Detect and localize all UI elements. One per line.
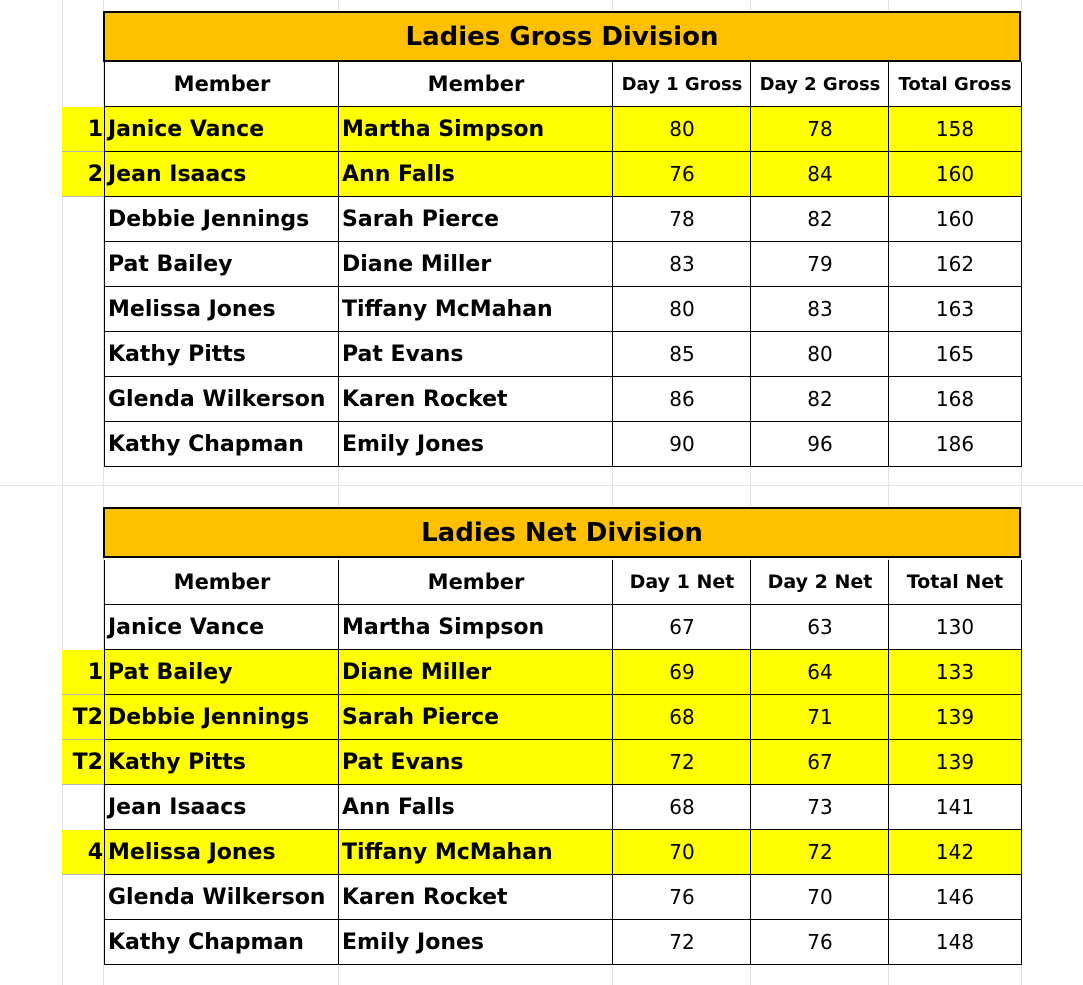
- member2-cell[interactable]: Karen Rocket: [338, 377, 613, 422]
- day2-cell[interactable]: 82: [750, 377, 889, 422]
- total-cell[interactable]: 186: [888, 422, 1022, 467]
- member1-cell[interactable]: Pat Bailey: [104, 650, 339, 695]
- day1-header[interactable]: Day 1 Gross: [612, 62, 751, 107]
- day1-cell[interactable]: 83: [612, 242, 751, 287]
- total-cell[interactable]: 141: [888, 785, 1022, 830]
- day2-header[interactable]: Day 2 Gross: [750, 62, 889, 107]
- member2-cell[interactable]: Martha Simpson: [338, 605, 613, 650]
- day2-cell[interactable]: 96: [750, 422, 889, 467]
- member2-cell[interactable]: Emily Jones: [338, 422, 613, 467]
- day2-cell[interactable]: 82: [750, 197, 889, 242]
- member1-cell[interactable]: Kathy Pitts: [104, 332, 339, 377]
- day2-cell[interactable]: 78: [750, 107, 889, 152]
- member1-cell[interactable]: Debbie Jennings: [104, 197, 339, 242]
- total-cell[interactable]: 158: [888, 107, 1022, 152]
- member2-cell[interactable]: Sarah Pierce: [338, 197, 613, 242]
- day1-cell[interactable]: 86: [612, 377, 751, 422]
- rank-cell[interactable]: [62, 785, 104, 830]
- total-cell[interactable]: 168: [888, 377, 1022, 422]
- total-cell[interactable]: 162: [888, 242, 1022, 287]
- rank-cell[interactable]: [62, 920, 104, 965]
- member1-header[interactable]: Member: [104, 560, 339, 605]
- day1-header[interactable]: Day 1 Net: [612, 560, 751, 605]
- rank-header-cell[interactable]: [62, 560, 104, 605]
- member2-header[interactable]: Member: [338, 560, 613, 605]
- day2-cell[interactable]: 79: [750, 242, 889, 287]
- member1-cell[interactable]: Pat Bailey: [104, 242, 339, 287]
- day1-cell[interactable]: 67: [612, 605, 751, 650]
- member1-cell[interactable]: Jean Isaacs: [104, 785, 339, 830]
- rank-cell[interactable]: T2: [62, 740, 104, 785]
- member2-cell[interactable]: Pat Evans: [338, 740, 613, 785]
- day2-cell[interactable]: 83: [750, 287, 889, 332]
- member2-cell[interactable]: Pat Evans: [338, 332, 613, 377]
- member1-cell[interactable]: Janice Vance: [104, 107, 339, 152]
- member1-cell[interactable]: Melissa Jones: [104, 830, 339, 875]
- member1-cell[interactable]: Glenda Wilkerson: [104, 377, 339, 422]
- day1-cell[interactable]: 78: [612, 197, 751, 242]
- total-cell[interactable]: 163: [888, 287, 1022, 332]
- day2-cell[interactable]: 71: [750, 695, 889, 740]
- total-cell[interactable]: 160: [888, 197, 1022, 242]
- day2-cell[interactable]: 73: [750, 785, 889, 830]
- day2-cell[interactable]: 63: [750, 605, 889, 650]
- day2-cell[interactable]: 70: [750, 875, 889, 920]
- member2-cell[interactable]: Ann Falls: [338, 785, 613, 830]
- total-cell[interactable]: 142: [888, 830, 1022, 875]
- member1-cell[interactable]: Debbie Jennings: [104, 695, 339, 740]
- day2-cell[interactable]: 72: [750, 830, 889, 875]
- rank-cell[interactable]: [62, 242, 104, 287]
- day1-cell[interactable]: 68: [612, 695, 751, 740]
- rank-cell[interactable]: 4: [62, 830, 104, 875]
- rank-header-cell[interactable]: [62, 62, 104, 107]
- total-cell[interactable]: 130: [888, 605, 1022, 650]
- day1-cell[interactable]: 80: [612, 107, 751, 152]
- total-cell[interactable]: 148: [888, 920, 1022, 965]
- day1-cell[interactable]: 72: [612, 920, 751, 965]
- member2-cell[interactable]: Karen Rocket: [338, 875, 613, 920]
- member2-cell[interactable]: Tiffany McMahan: [338, 287, 613, 332]
- rank-cell[interactable]: 1: [62, 107, 104, 152]
- total-cell[interactable]: 139: [888, 695, 1022, 740]
- member1-cell[interactable]: Kathy Chapman: [104, 422, 339, 467]
- day1-cell[interactable]: 76: [612, 875, 751, 920]
- rank-cell[interactable]: [62, 422, 104, 467]
- member2-cell[interactable]: Emily Jones: [338, 920, 613, 965]
- rank-cell[interactable]: 2: [62, 152, 104, 197]
- rank-cell[interactable]: T2: [62, 695, 104, 740]
- day1-cell[interactable]: 76: [612, 152, 751, 197]
- day1-cell[interactable]: 70: [612, 830, 751, 875]
- net-division-title[interactable]: Ladies Net Division: [103, 507, 1021, 558]
- day2-header[interactable]: Day 2 Net: [750, 560, 889, 605]
- member1-cell[interactable]: Janice Vance: [104, 605, 339, 650]
- member2-cell[interactable]: Tiffany McMahan: [338, 830, 613, 875]
- member2-cell[interactable]: Diane Miller: [338, 242, 613, 287]
- member1-cell[interactable]: Glenda Wilkerson: [104, 875, 339, 920]
- member1-header[interactable]: Member: [104, 62, 339, 107]
- member1-cell[interactable]: Melissa Jones: [104, 287, 339, 332]
- day1-cell[interactable]: 68: [612, 785, 751, 830]
- rank-cell[interactable]: [62, 605, 104, 650]
- member2-header[interactable]: Member: [338, 62, 613, 107]
- gross-division-title[interactable]: Ladies Gross Division: [103, 11, 1021, 62]
- day2-cell[interactable]: 84: [750, 152, 889, 197]
- day2-cell[interactable]: 64: [750, 650, 889, 695]
- member2-cell[interactable]: Diane Miller: [338, 650, 613, 695]
- member1-cell[interactable]: Kathy Chapman: [104, 920, 339, 965]
- member2-cell[interactable]: Sarah Pierce: [338, 695, 613, 740]
- day1-cell[interactable]: 69: [612, 650, 751, 695]
- member1-cell[interactable]: Kathy Pitts: [104, 740, 339, 785]
- day1-cell[interactable]: 80: [612, 287, 751, 332]
- rank-cell[interactable]: [62, 377, 104, 422]
- total-header[interactable]: Total Gross: [888, 62, 1022, 107]
- rank-cell[interactable]: [62, 197, 104, 242]
- day1-cell[interactable]: 85: [612, 332, 751, 377]
- total-cell[interactable]: 146: [888, 875, 1022, 920]
- total-cell[interactable]: 165: [888, 332, 1022, 377]
- day2-cell[interactable]: 67: [750, 740, 889, 785]
- day1-cell[interactable]: 72: [612, 740, 751, 785]
- rank-cell[interactable]: [62, 875, 104, 920]
- rank-cell[interactable]: [62, 332, 104, 377]
- day2-cell[interactable]: 80: [750, 332, 889, 377]
- member2-cell[interactable]: Martha Simpson: [338, 107, 613, 152]
- day2-cell[interactable]: 76: [750, 920, 889, 965]
- total-cell[interactable]: 139: [888, 740, 1022, 785]
- member2-cell[interactable]: Ann Falls: [338, 152, 613, 197]
- rank-cell[interactable]: [62, 287, 104, 332]
- total-cell[interactable]: 160: [888, 152, 1022, 197]
- member1-cell[interactable]: Jean Isaacs: [104, 152, 339, 197]
- rank-cell[interactable]: 1: [62, 650, 104, 695]
- day1-cell[interactable]: 90: [612, 422, 751, 467]
- total-cell[interactable]: 133: [888, 650, 1022, 695]
- total-header[interactable]: Total Net: [888, 560, 1022, 605]
